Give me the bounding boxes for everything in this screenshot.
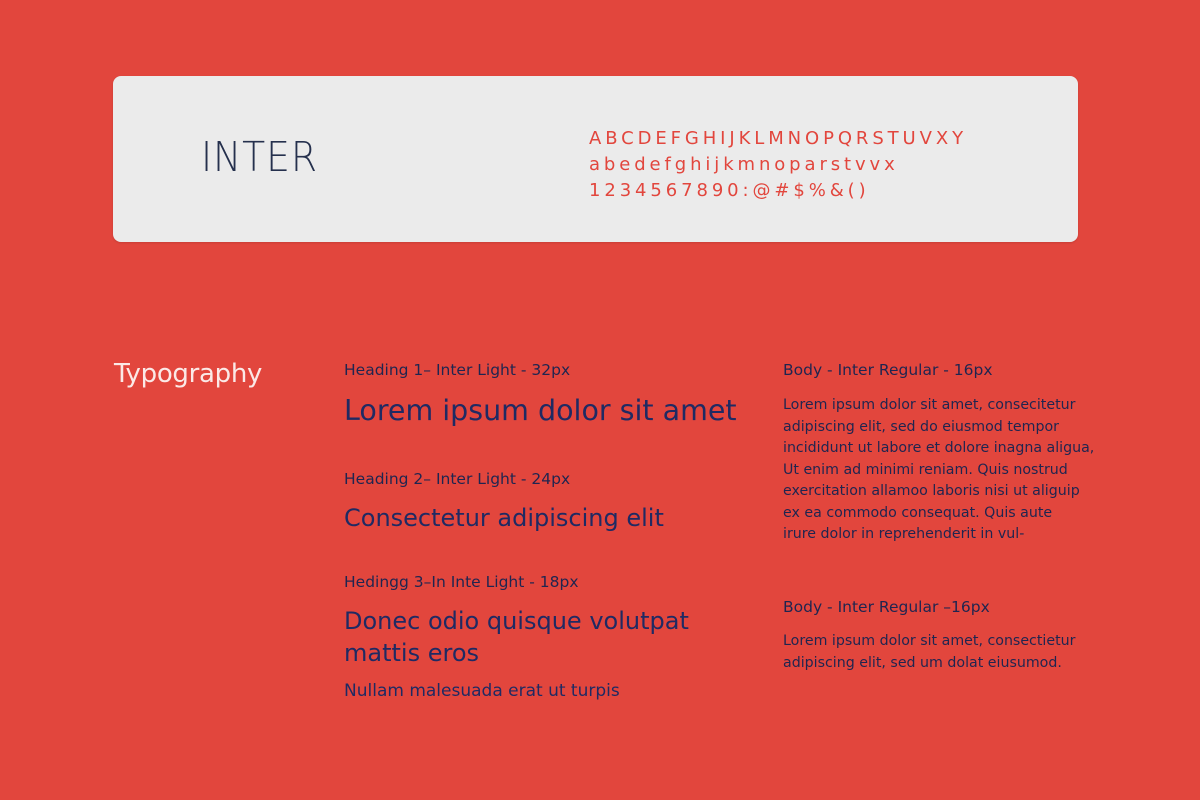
h1-spec-label: Heading 1– Inter Light - 32px <box>344 361 571 379</box>
font-name: INTER <box>201 133 319 181</box>
body-line: Ut enim ad minimi reniam. Quis nostrud <box>783 461 1068 478</box>
glyphs-numerals: 1234567890:@#$%&() <box>589 180 870 201</box>
body-sample-1 <box>783 395 1103 546</box>
glyph-set <box>589 126 967 204</box>
font-specimen-card <box>113 76 1078 242</box>
body-line: adipiscing elit, sed um dolat eiusumod. <box>783 654 1062 671</box>
body-line: Lorem ipsum dolor sit amet, consectietur <box>783 633 1076 649</box>
body-spec-label-2: Body - Inter Regular –16px <box>783 598 990 616</box>
h3-spec-label: Hedingg 3–In Inte Light - 18px <box>344 573 579 591</box>
body-sample-2 <box>783 631 1103 674</box>
h1-sample: Lorem ipsum dolor sit amet <box>344 394 737 427</box>
h2-sample: Consectetur adipiscing elit <box>344 504 664 532</box>
glyphs-lowercase: abedefghijkmnoparstvvx <box>589 154 899 175</box>
body-line: adipiscing elit, sed do eiusmod tempor <box>783 418 1059 435</box>
h3-subtext: Nullam malesuada erat ut turpis <box>344 681 620 701</box>
body-line: exercitation allamoo laboris nisi ut aliguip <box>783 483 1080 499</box>
body-spec-label-1: Body - Inter Regular - 16px <box>783 361 993 379</box>
body-line: ex ea commodo consequat. Quis aute <box>783 504 1053 521</box>
body-line: irure dolor in reprehenderit in vul- <box>783 526 1025 542</box>
glyphs-uppercase: ABCDEFGHIJKLMNOPQRSTUVXY <box>589 128 967 149</box>
body-line: Lorem ipsum dolor sit amet, consecitetur <box>783 397 1076 413</box>
body-line: incididunt ut labore et dolore inagna aligua, <box>783 440 1095 456</box>
h2-spec-label: Heading 2– Inter Light - 24px <box>344 470 571 488</box>
h3-sample: Donec odio quisque volutpat mattis eros <box>344 607 689 667</box>
section-title: Typography <box>114 359 263 389</box>
